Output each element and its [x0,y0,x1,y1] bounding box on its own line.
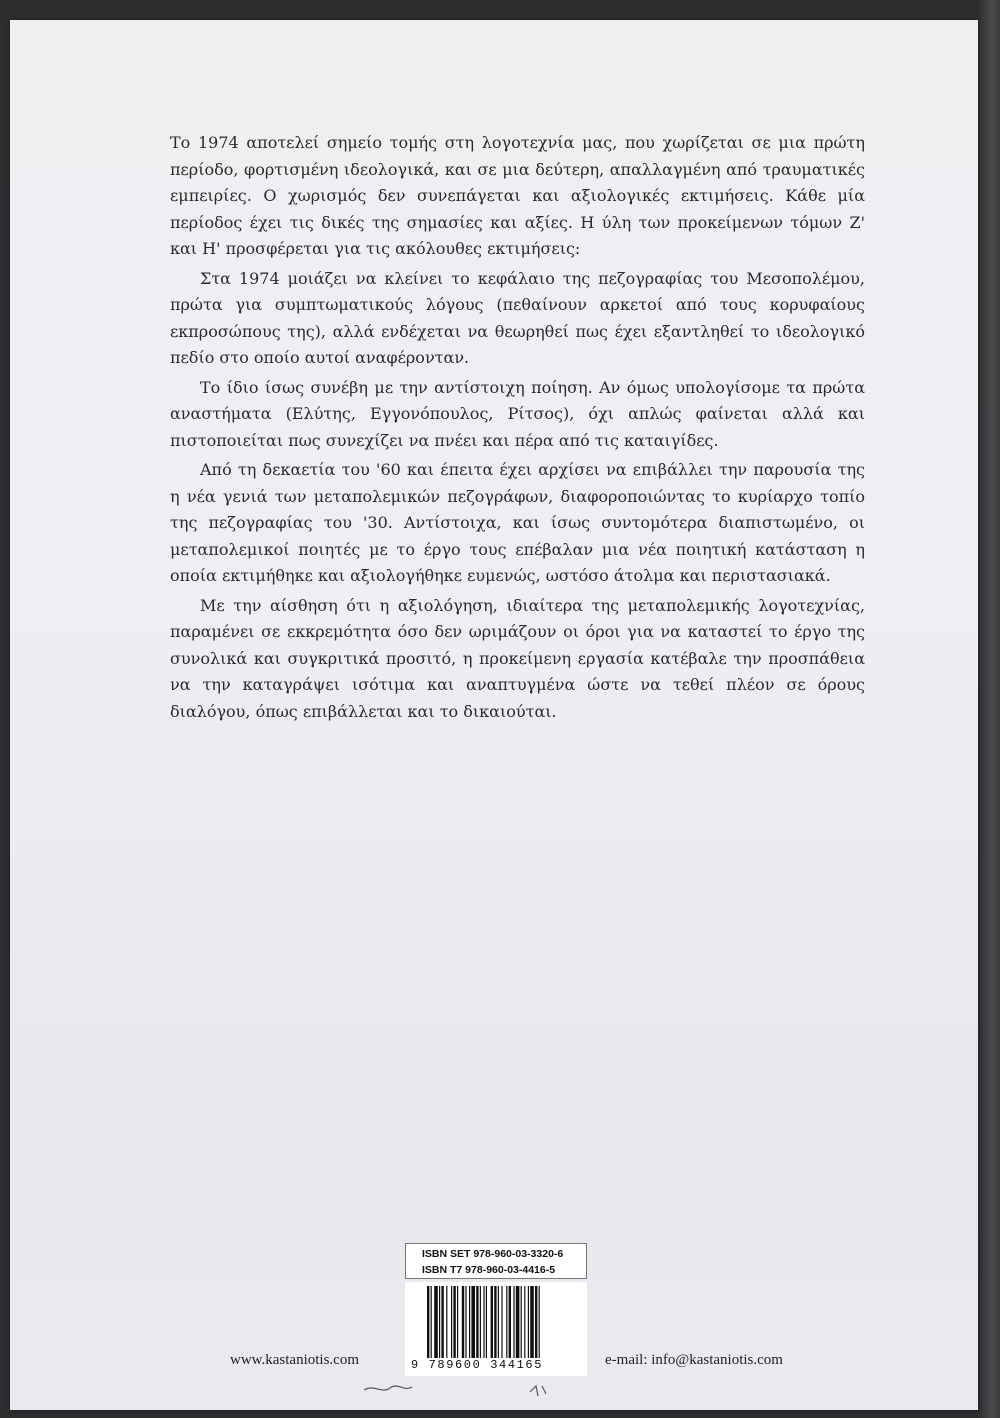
barcode-bar [513,1286,514,1358]
barcode-bar [498,1286,499,1358]
paragraph-3: Το ίδιο ίσως συνέβη με την αντίστοιχη ποίηση. Αν όμως υπολογίσομε τα πρώτα αναστήματα (Ελύτης, Εγγονόπουλος, Ρίτσος), όχι απλώς φαίνεται αλλά και πιστοποιείται πως συνεχίζει να πνέει και πέρα από τις καταιγίδες. [170,377,865,450]
barcode-bar [535,1286,537,1358]
barcode-bar [480,1286,481,1358]
barcode-bar [521,1286,522,1358]
cover-edge-shadow [978,0,1000,1418]
barcode-bars [427,1286,579,1358]
barcode-bar [465,1286,466,1358]
publisher-email: e-mail: info@kastaniotis.com [605,1352,783,1368]
barcode-bar [469,1286,470,1358]
barcode-bar [476,1286,478,1358]
paragraph-4: Από τη δεκαετία του '60 και έπειτα έχει αρχίσει να επιβάλλει την παρουσία της η νέα γενιά των μεταπολεμικών πεζογράφων, διαφοροποιώντας το κυρίαρχο τοπίο της πεζογραφίας του '30. Αντίστοιχα, και ίσως συντομότερα διαπιστωμένο, οι μεταπολεμικοί ποιητές με το έργο τους επέβαλαν μια νέα ποιητική κατάσταση η οποία εκτιμήθηκε και αξιολογήθηκε ευμενώς, ωστόσο άτολμα και περιστασιακά. [170,460,865,585]
barcode-bar [453,1286,455,1358]
barcode-digits: 9 789600 344165 [411,1358,544,1372]
isbn-set: ISBN SET 978-960-03-3320-6 [422,1248,564,1260]
blurb-text [170,130,865,728]
barcode-bar [457,1286,458,1358]
barcode [405,1282,587,1376]
barcode-bar [462,1286,464,1358]
isbn-label [405,1243,587,1279]
barcode-bar [483,1286,484,1358]
barcode-bar [491,1286,493,1358]
barcode-bar [528,1286,529,1358]
barcode-bar [427,1286,429,1358]
barcode-bar [494,1286,496,1358]
barcode-bar [486,1286,487,1358]
barcode-bar [431,1286,432,1358]
barcode-bar [434,1286,438,1358]
paragraph-1: Το 1974 αποτελεί σημείο τομής στη λογοτεχνία μας, που χωρίζεται σε μια πρώτη περίοδο, φορτισμένη ιδεολογικά, και σε μια δεύτερη, απαλλαγμένη από τραυματικές εμπειρίες. Ο χωρισμός δεν συνεπάγεται και αξιολογικές εκτιμήσεις. Κάθε μία περίοδος έχει τις δικές της σημασίες και αξίες. Η ύλη των προκείμενων τόμων Ζ' και Η' προσφέρεται για τις ακόλουθες εκτιμήσεις: [170,133,865,258]
barcode-bar [506,1286,507,1358]
barcode-bar [501,1286,502,1358]
barcode-bar [471,1286,475,1358]
barcode-bar [446,1286,447,1358]
barcode-bar [530,1286,534,1358]
barcode-bar [524,1286,525,1358]
handwritten-scribble [360,1378,570,1400]
barcode-bar [441,1286,443,1358]
barcode-bar [451,1286,452,1358]
paragraph-2: Στα 1974 μοιάζει να κλείνει το κεφάλαιο της πεζογραφίας του Μεσοπολέμου, πρώτα για συμπτωματικούς λόγους (πεθαίνουν αρκετοί από τους κορυφαίους εκπροσώπους της), αλλά ενδέχεται να θεωρηθεί πως έχει εξαντληθεί το ιδεολογικό πεδίο στο οποίο αυτοί αναφέρονταν. [170,268,865,367]
paragraph-5: Με την αίσθηση ότι η αξιολόγηση, ιδιαίτερα της μεταπολεμικής λογοτεχνίας, παραμένει σε εκκρεμότητα όσο δεν ωριμάζουν οι όροι για να καταστεί το έργο της συνολικά και συγκριτικά προσιτό, η προκείμενη εργασία κατέβαλε την προσπάθεια να την καταγράψει ισότιμα και αναπτυγμένα ώστε να τεθεί πλέον σε όρους διαλόγου, όπως επιβάλλεται και το δικαιούται. [170,595,865,721]
publisher-website: www.kastaniotis.com [230,1352,360,1368]
isbn-volume: ISBN T7 978-960-03-4416-5 [422,1264,556,1276]
barcode-bar [539,1286,540,1358]
barcode-bar [439,1286,440,1358]
barcode-bar [509,1286,511,1358]
barcode-bar [516,1286,520,1358]
